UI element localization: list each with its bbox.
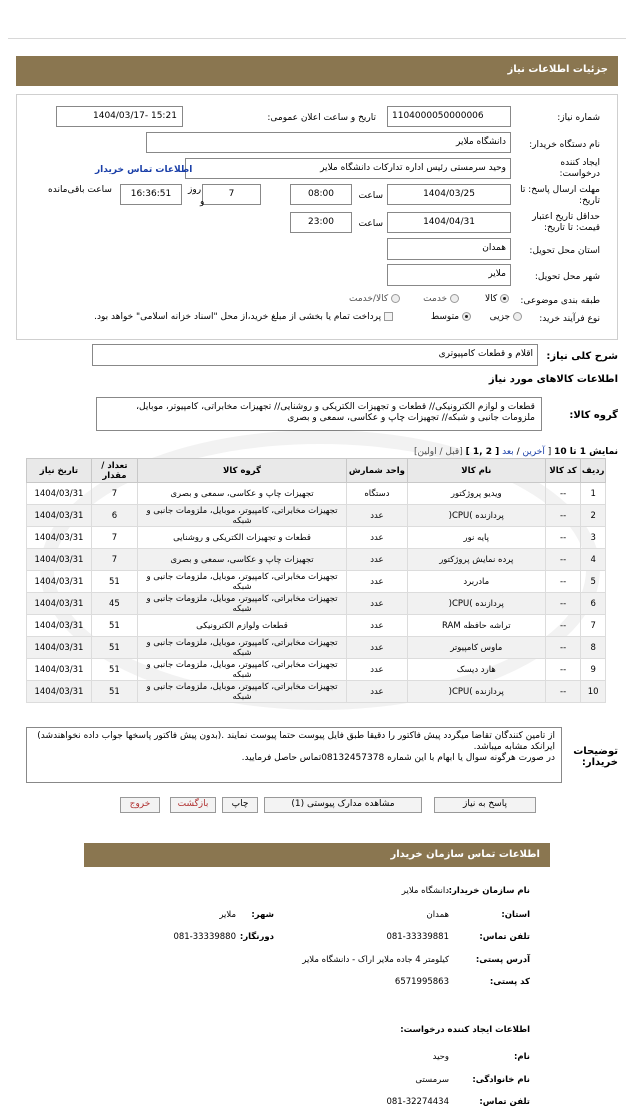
deadline-label-2: تاریخ: xyxy=(579,196,600,206)
cell-date: 1404/03/31 xyxy=(27,659,92,681)
cell-unit: عدد xyxy=(347,505,408,527)
cell-unit: عدد xyxy=(347,681,408,703)
cell-unit: دستگاه xyxy=(347,483,408,505)
buyer-org-label: نام دستگاه خریدار: xyxy=(529,140,600,150)
th-date: تاریخ نیاز xyxy=(27,459,92,483)
table-header-row xyxy=(27,459,606,483)
contact-postal-label: کد پستی: xyxy=(489,977,530,987)
cell-unit: عدد xyxy=(347,549,408,571)
contact-phone: 081-33339881 xyxy=(386,932,449,942)
cell-date: 1404/03/31 xyxy=(27,615,92,637)
cell-qty: 51 xyxy=(91,659,137,681)
cell-group: قطعات و تجهیزات الکتریکی و روشنایی xyxy=(137,527,346,549)
contact-address-label: آدرس پستی: xyxy=(475,955,530,965)
cell-group: تجهیزات مخابراتی، کامپیوتر، موبایل، ملزومات جانبی و شبکه xyxy=(137,637,346,659)
th-row: ردیف xyxy=(581,459,606,483)
cell-code: -- xyxy=(545,483,581,505)
cell-qty: 45 xyxy=(91,593,137,615)
table-row[interactable] xyxy=(27,659,606,681)
notes-label-2: خریدار: xyxy=(581,757,618,768)
goods-info-title: اطلاعات کالاهای مورد نیاز xyxy=(488,374,618,385)
notes-label: توضیحات xyxy=(573,746,618,757)
province-label: استان محل تحویل: xyxy=(529,246,600,256)
cell-name: تراشه حافظه RAM xyxy=(407,615,545,637)
deadline-time-field[interactable]: 08:00 xyxy=(290,184,352,205)
validity-time-field[interactable]: 23:00 xyxy=(290,212,352,233)
cell-date: 1404/03/31 xyxy=(27,549,92,571)
pagination-open: [ xyxy=(547,447,552,457)
and-label: و xyxy=(200,197,205,207)
notes-line-3: در صورت هرگونه سوال یا ابهام با این شماره 08132457378تماس حاصل فرمایید. xyxy=(241,753,555,763)
category-goods-radio[interactable] xyxy=(500,294,509,303)
contact-phone-label: تلفن تماس: xyxy=(479,932,530,942)
deadline-date-field[interactable]: 1404/03/25 xyxy=(387,184,511,205)
cell-row: 1 xyxy=(581,483,606,505)
contact-fax-label: دورنگار: xyxy=(239,932,274,942)
table-row[interactable] xyxy=(27,483,606,505)
cell-qty: 51 xyxy=(91,571,137,593)
contact-city-label: شهر: xyxy=(251,910,274,920)
deadline-label: مهلت ارسال پاسخ: تا xyxy=(520,185,600,195)
contact-province: همدان xyxy=(426,910,449,920)
cell-code: -- xyxy=(545,659,581,681)
th-code: کد کالا xyxy=(545,459,581,483)
creator-name: وحید xyxy=(432,1052,449,1062)
validity-label-2: قیمت: تا تاریخ: xyxy=(544,223,600,233)
cell-group: تجهیزات مخابراتی، کامپیوتر، موبایل، ملزومات جانبی و شبکه xyxy=(137,505,346,527)
table-row[interactable] xyxy=(27,681,606,703)
cell-qty: 7 xyxy=(91,527,137,549)
notes-line-2: ایرانکد مشابه میباشد. xyxy=(473,742,555,752)
category-goods-service[interactable]: کالا/خدمت xyxy=(349,294,400,304)
creator-family: سرمستی xyxy=(415,1075,449,1085)
cell-date: 1404/03/31 xyxy=(27,483,92,505)
validity-label: حداقل تاریخ اعتبار xyxy=(532,212,600,222)
cell-date: 1404/03/31 xyxy=(27,681,92,703)
cell-unit: عدد xyxy=(347,571,408,593)
table-row[interactable] xyxy=(27,527,606,549)
pagination-prev-first: [قبل / اولین] xyxy=(413,447,463,457)
cell-qty: 51 xyxy=(91,637,137,659)
back-button[interactable]: بازگشت xyxy=(170,797,216,813)
cell-row: 7 xyxy=(581,615,606,637)
creator-label: ایجاد کننده xyxy=(560,158,600,168)
cell-group: تجهیزات مخابراتی، کامپیوتر، موبایل، ملزومات جانبی و شبکه xyxy=(137,681,346,703)
cell-group: قطعات ولوازم الکترونیکی xyxy=(137,615,346,637)
pagination-last[interactable]: آخرین xyxy=(522,447,545,457)
cell-group: تجهیزات چاپ و عکاسی، سمعی و بصری xyxy=(137,483,346,505)
remaining-label: ساعت باقی‌مانده xyxy=(48,185,112,195)
pagination-sep: / xyxy=(516,447,520,457)
notes-line-1: از تامین کنندگان تقاضا میگردد پیش فاکتور را دقیقا طبق فایل پیوست حتما پیوست نمایند .(بدون پیش فاکتور پاسخها جواب داده نخواهندشد) xyxy=(37,731,555,741)
pagination-showing: نمایش 1 تا 10 xyxy=(554,447,618,457)
th-name: نام کالا xyxy=(407,459,545,483)
cell-unit: عدد xyxy=(347,615,408,637)
th-unit: واحد شمارش xyxy=(347,459,408,483)
cell-date: 1404/03/31 xyxy=(27,505,92,527)
creator-family-label: نام خانوادگی: xyxy=(472,1075,530,1085)
cell-qty: 51 xyxy=(91,615,137,637)
group-label: گروه کالا: xyxy=(569,410,618,421)
buyer-org-field[interactable]: دانشگاه ملایر xyxy=(146,132,511,153)
cell-group: تجهیزات چاپ و عکاسی، سمعی و بصری xyxy=(137,549,346,571)
validity-time-label: ساعت xyxy=(358,219,383,229)
city-field[interactable]: ملایر xyxy=(387,264,511,286)
cell-name: پردازنده )CPU( xyxy=(407,593,545,615)
table-row[interactable] xyxy=(27,593,606,615)
contact-province-label: استان: xyxy=(501,910,530,920)
category-label: طبقه بندی موضوعی: xyxy=(520,296,600,306)
creator-info-title: اطلاعات ایجاد کننده درخواست: xyxy=(400,1025,530,1035)
page-header xyxy=(16,56,618,86)
buyer-contact-link[interactable]: اطلاعات تماس خریدار xyxy=(95,165,193,175)
contact-postal: 6571995863 xyxy=(394,977,449,987)
top-divider xyxy=(8,38,626,39)
exit-button[interactable]: خروج xyxy=(120,797,160,813)
group-field[interactable]: قطعات و لوازم الکترونیکی// قطعات و تجهیزات الکتریکی و روشنایی// تجهیزات مخابراتی، کامپیوتر، موبایل، ملزومات جانبی و شبکه// تجهیزات چاپ و عکاسی، سمعی و بصری xyxy=(96,397,542,431)
cell-unit: عدد xyxy=(347,637,408,659)
table-row[interactable] xyxy=(27,637,606,659)
cell-row: 6 xyxy=(581,593,606,615)
cell-qty: 7 xyxy=(91,549,137,571)
cell-name: پایه نور xyxy=(407,527,545,549)
th-qty: تعداد / مقدار xyxy=(91,459,137,483)
cell-group: تجهیزات مخابراتی، کامپیوتر، موبایل، ملزومات جانبی و شبکه xyxy=(137,571,346,593)
cell-qty: 6 xyxy=(91,505,137,527)
validity-date-field[interactable]: 1404/04/31 xyxy=(387,212,511,233)
table-row[interactable] xyxy=(27,549,606,571)
cell-name: ویدیو پروژکتور xyxy=(407,483,545,505)
cell-row: 10 xyxy=(581,681,606,703)
cell-name: پردازنده )CPU( xyxy=(407,505,545,527)
cell-row: 8 xyxy=(581,637,606,659)
table-row[interactable] xyxy=(27,615,606,637)
contact-header xyxy=(84,843,550,867)
cell-row: 4 xyxy=(581,549,606,571)
cell-code: -- xyxy=(545,505,581,527)
cell-date: 1404/03/31 xyxy=(27,527,92,549)
pagination-next[interactable]: بعد xyxy=(502,447,514,457)
items-table xyxy=(26,458,606,703)
creator-phone-label: تلفن تماس: xyxy=(479,1097,530,1107)
contact-title: اطلاعات تماس سازمان خریدار xyxy=(390,849,540,860)
pagination-pages[interactable]: [ 2 ,1 ] xyxy=(465,447,500,457)
province-field[interactable]: همدان xyxy=(387,238,511,260)
cell-qty: 51 xyxy=(91,681,137,703)
cell-code: -- xyxy=(545,549,581,571)
creator-name-label: نام: xyxy=(513,1052,530,1062)
category-goods[interactable]: کالا xyxy=(485,294,509,304)
summary-label: شرح کلی نیاز: xyxy=(546,351,618,362)
remaining-time-field[interactable]: 16:36:51 xyxy=(120,184,182,205)
cell-date: 1404/03/31 xyxy=(27,637,92,659)
announce-label: تاریخ و ساعت اعلان عمومی: xyxy=(267,113,376,123)
cell-group: تجهیزات مخابراتی، کامپیوتر، موبایل، ملزومات جانبی و شبکه xyxy=(137,659,346,681)
deadline-time-label: ساعت xyxy=(358,191,383,201)
category-goods-service-radio[interactable] xyxy=(391,294,400,303)
cell-row: 5 xyxy=(581,571,606,593)
process-medium[interactable]: متوسط xyxy=(431,312,471,322)
creator-label-2: درخواست: xyxy=(559,169,600,179)
cell-name: پردازنده )CPU( xyxy=(407,681,545,703)
cell-unit: عدد xyxy=(347,593,408,615)
reply-button[interactable]: پاسخ به نیاز xyxy=(434,797,536,813)
table-row[interactable] xyxy=(27,505,606,527)
category-service[interactable]: خدمت xyxy=(423,294,459,304)
contact-org: دانشگاه ملایر xyxy=(401,886,449,896)
cell-row: 2 xyxy=(581,505,606,527)
cell-code: -- xyxy=(545,527,581,549)
attachments-button[interactable]: مشاهده مدارک پیوستی (1) xyxy=(264,797,422,813)
cell-group: تجهیزات مخابراتی، کامپیوتر، موبایل، ملزومات جانبی و شبکه xyxy=(137,593,346,615)
cell-code: -- xyxy=(545,681,581,703)
process-minor[interactable]: جزیی xyxy=(490,312,522,322)
creator-phone: 081-32274434 xyxy=(386,1097,449,1107)
contact-org-label: نام سازمان خریدار: xyxy=(448,886,530,896)
cell-date: 1404/03/31 xyxy=(27,593,92,615)
cell-unit: عدد xyxy=(347,659,408,681)
need-number-label: شماره نیاز: xyxy=(557,113,600,123)
days-field[interactable]: 7 xyxy=(202,184,261,205)
creator-field[interactable]: وحید سرمستی رئیس اداره تدارکات دانشگاه ملایر xyxy=(185,158,511,179)
print-button[interactable]: چاپ xyxy=(222,797,258,813)
table-row[interactable] xyxy=(27,571,606,593)
contact-fax: 081-33339880 xyxy=(173,932,236,942)
cell-date: 1404/03/31 xyxy=(27,571,92,593)
process-label: نوع فرآیند خرید: xyxy=(539,314,600,324)
cell-code: -- xyxy=(545,637,581,659)
process-minor-radio[interactable] xyxy=(513,312,522,321)
treasury-payment-checkbox[interactable] xyxy=(384,312,393,321)
treasury-payment[interactable]: پرداخت تمام یا بخشی از مبلغ خرید،از محل "اسناد خزانه اسلامی" خواهد بود. xyxy=(94,312,393,322)
summary-field[interactable]: اقلام و قطعات کامپیوتری xyxy=(92,344,538,366)
page-title: جزئیات اطلاعات نیاز xyxy=(507,64,608,75)
cell-row: 9 xyxy=(581,659,606,681)
process-medium-radio[interactable] xyxy=(462,312,471,321)
cell-qty: 7 xyxy=(91,483,137,505)
notes-box xyxy=(26,727,562,783)
contact-city: ملایر xyxy=(219,910,236,920)
cell-name: ماوس کامپیوتر xyxy=(407,637,545,659)
th-group: گروه کالا xyxy=(137,459,346,483)
cell-name: پرده نمایش پروژکتور xyxy=(407,549,545,571)
cell-row: 3 xyxy=(581,527,606,549)
cell-code: -- xyxy=(545,571,581,593)
cell-name: هارد دیسک xyxy=(407,659,545,681)
announce-field[interactable]: 1404/03/17- 15:21 xyxy=(56,106,183,127)
category-service-radio[interactable] xyxy=(450,294,459,303)
contact-address: کیلومتر 4 جاده ملایر اراک - دانشگاه ملایر xyxy=(302,955,449,965)
days-label: روز xyxy=(188,185,202,195)
cell-code: -- xyxy=(545,593,581,615)
city-label: شهر محل تحویل: xyxy=(534,272,600,282)
cell-code: -- xyxy=(545,615,581,637)
cell-name: مادربرد xyxy=(407,571,545,593)
need-number-field[interactable]: 1104000050000006 xyxy=(387,106,511,127)
cell-unit: عدد xyxy=(347,527,408,549)
